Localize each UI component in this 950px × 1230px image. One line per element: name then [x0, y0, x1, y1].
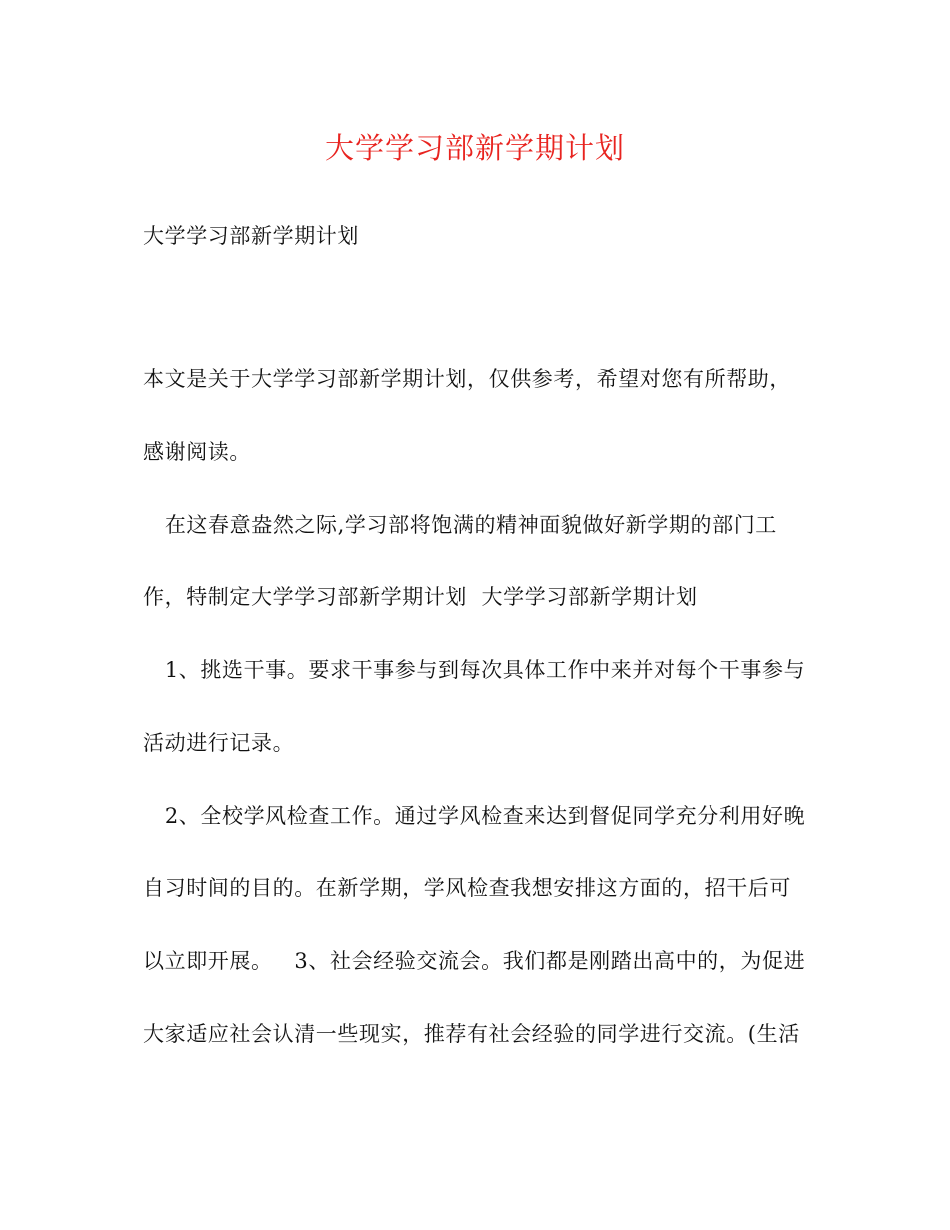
body-line-1: 本文是关于大学学习部新学期计划，仅供参考，希望对您有所帮助，	[143, 367, 791, 391]
body-line-6: 活动进行记录。	[143, 731, 295, 755]
body-line-4: 作，特制定大学学习部新学期计划 大学学习部新学期计划	[143, 585, 698, 609]
body-line-10: 大家适应社会认清一些现实，推荐有社会经验的同学进行交流。(生活	[143, 1022, 800, 1046]
body-line-8: 自习时间的目的。在新学期，学风检查我想安排这方面的，招干后可	[143, 876, 791, 900]
body-line-7: 2、全校学风检查工作。通过学风检查来达到督促同学充分利用好晚	[143, 804, 806, 828]
body-line-3: 在这春意盎然之际,学习部将饱满的精神面貌做好新学期的部门工	[143, 513, 777, 537]
subtitle-line: 大学学习部新学期计划	[143, 224, 359, 248]
body-line-2: 感谢阅读。	[143, 440, 251, 464]
document-title: 大学学习部新学期计划	[324, 131, 625, 165]
body-line-5: 1、挑选干事。要求干事参与到每次具体工作中来并对每个干事参与	[143, 658, 806, 682]
body-line-9: 以立即开展。 3、社会经验交流会。我们都是刚踏出高中的，为促进	[143, 949, 806, 973]
